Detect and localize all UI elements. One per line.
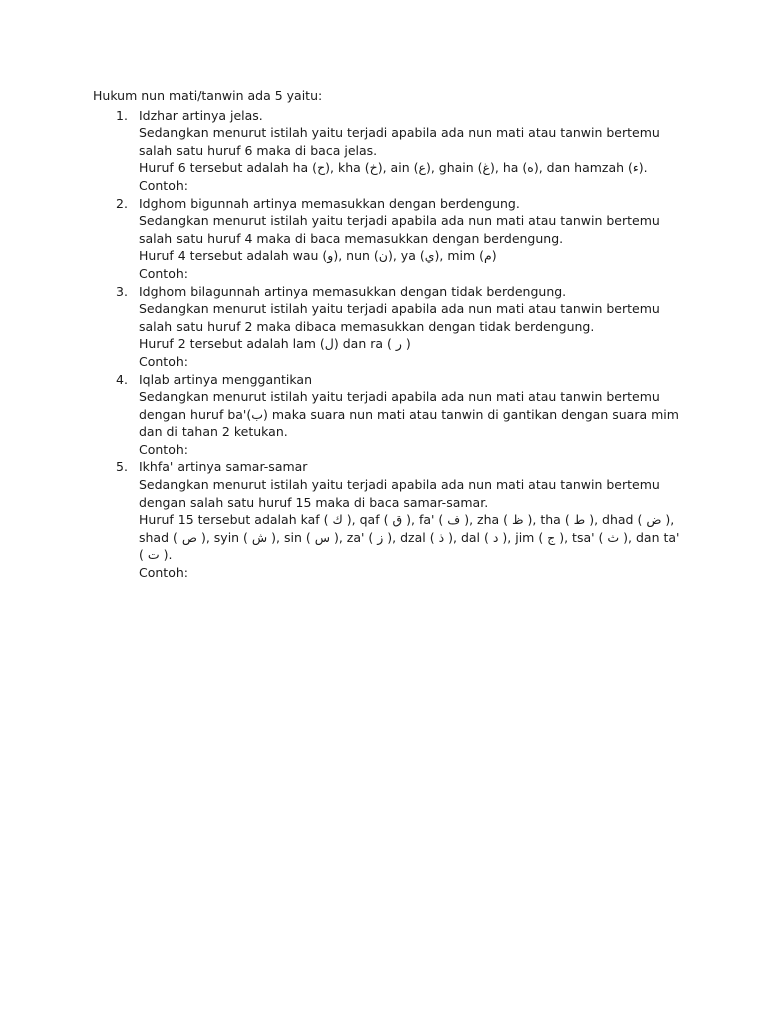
document-body [93,87,683,582]
item-line: Sedangkan menurut istilah yaitu terjadi apabila ada nun mati atau tanwin bertemu dengan salah satu huruf 15 maka di baca samar-samar. [139,477,660,510]
item-line: Contoh: [139,441,188,457]
item-heading: Idghom bigunnah artinya memasukkan dengan berdengung. [139,195,520,211]
item-line: Huruf 4 tersebut adalah wau (و), nun (ن), ya (ي), mim (م) [139,248,497,264]
item-line: Sedangkan menurut istilah yaitu terjadi apabila ada nun mati atau tanwin bertemu salah satu huruf 2 maka dibaca memasukkan dengan tidak berdengung. [139,301,660,334]
rules-list [93,107,683,582]
list-item [93,371,683,459]
list-item [93,195,683,283]
item-line: Contoh: [139,265,188,281]
item-line: Sedangkan menurut istilah yaitu terjadi apabila ada nun mati atau tanwin bertemu salah satu huruf 6 maka di baca jelas. [139,125,660,158]
item-heading: Idghom bilagunnah artinya memasukkan dengan tidak berdengung. [139,283,567,299]
list-item [93,107,683,195]
list-number: 2. [116,195,128,211]
item-line: Contoh: [139,353,188,369]
item-line: Sedangkan menurut istilah yaitu terjadi apabila ada nun mati atau tanwin bertemu dengan huruf ba'(ب) maka suara nun mati atau tanwin di gantikan dengan suara mim dan di tahan 2 ketukan. [139,389,679,440]
item-line: Contoh: [139,177,188,193]
intro-text: Hukum nun mati/tanwin ada 5 yaitu: [93,88,323,103]
item-line: Sedangkan menurut istilah yaitu terjadi apabila ada nun mati atau tanwin bertemu salah satu huruf 4 maka di baca memasukkan dengan berdengung. [139,213,660,246]
item-heading: Idzhar artinya jelas. [139,107,263,123]
item-line: Huruf 2 tersebut adalah lam (ل) dan ra ( ر ) [139,336,411,352]
list-item [93,458,683,581]
list-number: 1. [116,107,128,123]
item-heading: Iqlab artinya menggantikan [139,371,313,387]
list-item [93,283,683,371]
list-number: 5. [116,459,128,475]
list-number: 4. [116,371,128,387]
item-line: Huruf 6 tersebut adalah ha (ح), kha (خ), ain (ع), ghain (غ), ha (ه), dan hamzah (ء). [139,160,648,176]
item-line: Huruf 15 tersebut adalah kaf ( ك ), qaf ( ق ), fa' ( ف ), zha ( ظ ), tha ( ط ), dhad ( ض ), shad ( ص ), syin ( ش ), sin ( س ), za' ( ز ), dzal ( ذ ), dal ( د ), jim ( ج ), tsa' ( ث ), dan ta' ( ت ). [139,512,680,563]
item-heading: Ikhfa' artinya samar-samar [139,459,308,475]
item-line: Contoh: [139,565,188,581]
list-number: 3. [116,283,128,299]
